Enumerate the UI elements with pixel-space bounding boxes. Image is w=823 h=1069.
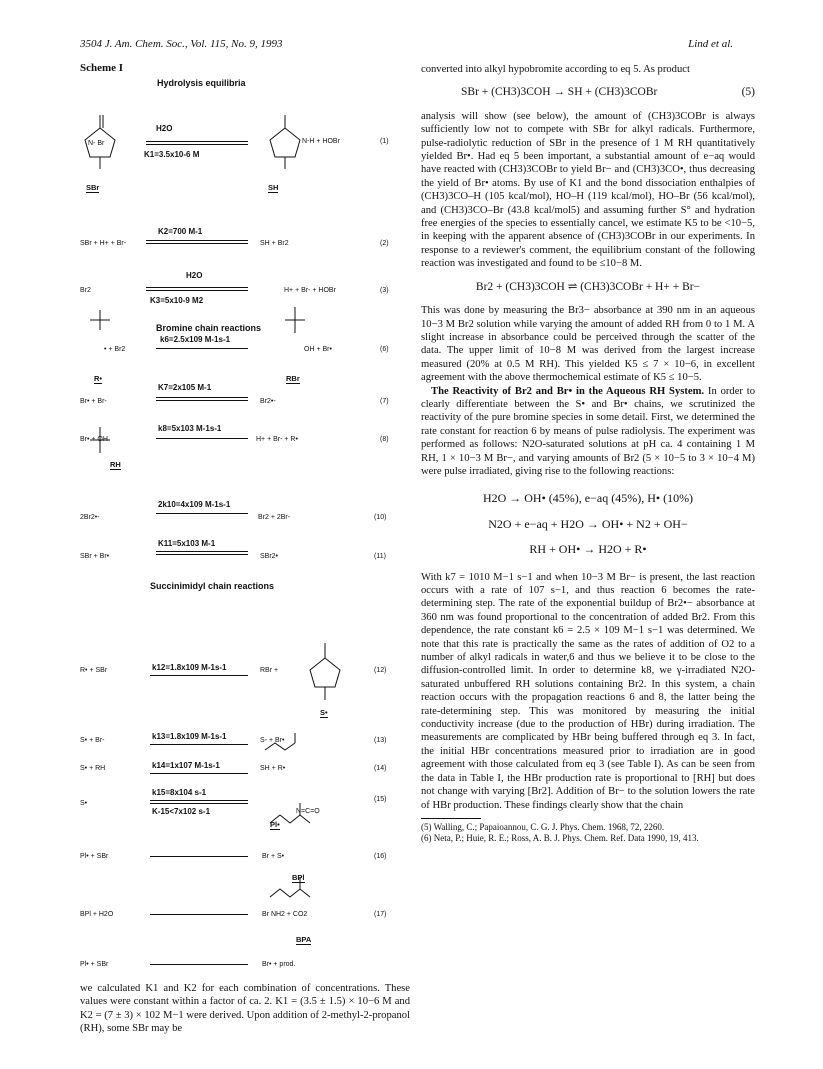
reaction-arrow	[150, 964, 248, 965]
left-column-text	[80, 982, 410, 1036]
scheme-row-2-right: SH + Br2	[260, 240, 289, 247]
scheme-title: Scheme I	[80, 62, 124, 74]
left-paragraph: we calculated K1 and K2 for each combination of concentrations. These values were constant within a factor of ca. 2. K1 = (3.5 ± 1.5) × 10−6 M and K2 = (7 ± 3) × 102 M−1 were derived. Upon addition of 2-methyl-2-propanol (RH), some SBr may be	[80, 983, 410, 1035]
scheme-row-final-right: Br• + prod.	[262, 961, 296, 968]
scheme-row-16-num: (16)	[374, 853, 387, 860]
scheme-row-1-right: N-H + HOBr	[302, 138, 340, 145]
equilibrium-arrow	[156, 397, 248, 398]
right-paragraph-4	[421, 385, 755, 479]
reaction-arrow	[150, 773, 248, 774]
reference-6: (6) Neta, P.; Huie, R. E.; Ross, A. B. J. Phys. Chem. Ref. Data 1990, 19, 413.	[421, 832, 699, 843]
scheme-row-8-num: (8)	[380, 436, 389, 443]
scheme-row-8-left: Br• + OH	[80, 436, 108, 443]
scheme-row-8-k: k8=5x103 M-1s-1	[158, 424, 222, 433]
scheme-row-13-k: k13=1.8x109 M-1s-1	[152, 732, 227, 741]
scheme-row-3-above: H2O	[186, 271, 203, 280]
scheme-row-12-num: (12)	[374, 667, 387, 674]
label-sbr: SBr	[86, 183, 100, 192]
scheme-row-14-num: (14)	[374, 765, 387, 772]
equilibrium-arrow	[146, 141, 248, 142]
equation-5	[461, 86, 755, 99]
scheme-row-14-right: SH + R•	[260, 765, 286, 772]
scheme-row-1-num: (1)	[380, 138, 389, 145]
label-sh: SH	[268, 183, 279, 192]
scheme-row-3-right: H+ + Br- + HOBr	[284, 287, 336, 294]
equation-n2o: N2O + e−aq + H2O → OH• + N2 + OH−	[488, 516, 688, 531]
scheme-row-12-left: R• + SBr	[80, 667, 108, 674]
reaction-arrow	[156, 348, 248, 349]
scheme-row-1-k: K1=3.5x10-6 M	[144, 150, 200, 159]
label-rh: RH	[110, 460, 121, 469]
right-paragraph-2: analysis will show (see below), the amount of (CH3)3COBr is always sufficiently low not to compete with SBr for alkyl radicals. Furthermore, pulse-radiolytic reduction of SBr in the presence of 1 M RH quantitatively yielded Br•. Had eq 5 been important, a substantial amount of e−aq would have reacted with (CH3)3COBr to yield Br− and (CH3)3CO•, thus decreasing the yield of Br• atoms. By use of K1 and the bond dissociation enthalpies of (CH3)3CO–H (105 kcal/mol), HO–H (119 kcal/mol), HO–Br (56 kcal/mol), and (CH3)3CO–Br (43.8 kcal/mol5) and assuming further S° and hydration free energies of the species to essentially cancel, we estimate K5 to be <10−5, in keeping with the apparent absence of (CH3)3COBr in our experiments. In response to a reviewer's comment, the equilibrium constant of the following reaction was investigated and found to be ≤10−8 M.	[421, 110, 755, 270]
right-paragraph-1: converted into alkyl hypobromite according to eq 5. As product	[421, 64, 690, 75]
scheme-row-11-left: SBr + Br•	[80, 553, 110, 560]
scheme-row-7-left: Br• + Br-	[80, 398, 107, 405]
bromine-title: Bromine chain reactions	[156, 323, 262, 333]
reaction-arrow	[150, 914, 248, 915]
section-heading: The Reactivity of Br2 and Br• in the Aqueous RH System.	[431, 385, 705, 397]
scheme-row-final-left: Pl• + SBr	[80, 961, 109, 968]
scheme-row-6-left: • + Br2	[104, 346, 126, 353]
right-column	[421, 63, 755, 844]
equilibrium-arrow	[156, 551, 248, 552]
equilibrium-arrow	[156, 554, 248, 555]
label-rbr: RBr	[286, 374, 300, 383]
scheme-row-10-right: Br2 + 2Br-	[258, 514, 291, 521]
reaction-arrow	[156, 438, 248, 439]
scheme-row-14-k: k14=1x107 M-1s-1	[152, 761, 220, 770]
reference-5: (5) Walling, C.; Papaioannou, C. G. J. Phys. Chem. 1968, 72, 2260.	[421, 821, 665, 832]
equilibrium-arrow	[146, 290, 248, 291]
reaction-arrow	[156, 513, 248, 514]
scheme-row-13-num: (13)	[374, 737, 387, 744]
succinimidyl-title: Succinimidyl chain reactions	[150, 581, 275, 591]
label-bpl: BPl	[292, 873, 305, 882]
footnote-rule	[421, 818, 481, 819]
scheme-row-15-kb: K-15<7x102 s-1	[152, 807, 211, 816]
scheme-row-7-k: K7=2x105 M-1	[158, 383, 212, 392]
equation-radiolysis: H2O → OH• (45%), e−aq (45%), H• (10%)	[482, 491, 694, 506]
scheme-row-1-left: N- Br	[88, 140, 105, 147]
scheme-row-15-right: N=C=O	[296, 808, 320, 815]
running-header-right: Lind et al.	[688, 38, 733, 50]
equilibrium-arrow	[146, 240, 248, 241]
scheme-row-7-right: Br2•-	[260, 398, 276, 405]
equilibrium-arrow	[150, 800, 248, 801]
running-header-left: 3504 J. Am. Chem. Soc., Vol. 115, No. 9, 1993	[80, 38, 283, 50]
scheme-row-10-k: 2k10=4x109 M-1s-1	[158, 500, 231, 509]
scheme-row-14-left: S• + RH	[80, 765, 106, 772]
equation-5-number: (5)	[741, 86, 755, 99]
equation-br2-alcohol: Br2 + (CH3)3COH ⇌ (CH3)3COBr + H+ + Br−	[475, 280, 701, 293]
scheme-row-13-right: S- + Br•	[260, 737, 285, 744]
equilibrium-arrow	[146, 144, 248, 145]
equilibrium-arrow	[156, 400, 248, 401]
scheme-row-6-k: k6=2.5x109 M-1s-1	[160, 335, 231, 344]
equilibrium-arrow	[146, 287, 248, 288]
scheme-row-17-left: BPl + H2O	[80, 911, 114, 918]
scheme-row-16-left: Pl• + SBr	[80, 853, 109, 860]
scheme-structures	[60, 95, 400, 985]
scheme-row-3-num: (3)	[380, 287, 389, 294]
label-r: R•	[94, 374, 103, 383]
scheme-row-10-num: (10)	[374, 514, 387, 521]
equation-rh-oh: RH + OH• → H2O + R•	[529, 542, 647, 557]
hydrolysis-title: Hydrolysis equilibria	[157, 78, 246, 88]
scheme-row-6-right: OH + Br•	[304, 346, 332, 353]
scheme-row-17-num: (17)	[374, 911, 387, 918]
right-paragraph-4-body: In order to clearly differentiate between the S• and Br• chains, we scrutinized the reactivity of the pure bromine species in some detail. First, we determined the rate constant for reaction 6 by means of pulse radiolysis. The experiment was performed as follows: N2O-saturated solutions at pH ca. 4 containing 1 M RH, 1 × 10−3 M Br−, and varying amounts of Br2 (5 × 10−5 to 3 × 10−4 M) were pulse irradiated, giving rise to the following reactions:	[421, 385, 756, 477]
equilibrium-arrow	[146, 243, 248, 244]
scheme-row-13-left: S• + Br-	[80, 737, 105, 744]
right-paragraph-5: With k7 = 1010 M−1 s−1 and when 10−3 M Br− is present, the last reaction occurs with a rate of 107 s−1, and thus reaction 6 becomes the rate-determining step. The rate of the exponential buildup of Br2•− absorbance at 360 nm was found proportional to the concentration of added Br2. From this dependence, the rate constant k6 = 2.5 × 109 M−1 s−1 was determined. We note that this rate is practically the same as the rates of addition of O2 to a number of alkyl radicals in water,6 and thus we believe it to be close to the diffusion-controlled limit. In order to determine k8, we γ-irradiated N2O-saturated unbuffered RH solutions containing Br2. In this system, a chain reaction occurs with the propagation reactions 6 and 8, the latter being the rate-determining step. This was monitored by measuring the initial conductivity increase (due to the production of HBr) during irradiation. The measurements are complicated by HBr being buffered through eq 3. In fact, the initial HBr concentrations measured prior to irradiation are in good agreement with those calculated from eq 3 (see Table I). As can be seen from the data in Table I, the HBr production rate is proportional to [RH] but does not change with varying [Br2]. Addition of Br− to the solution lowers the rate of HBr production. These findings clearly show that the chain	[421, 571, 755, 811]
scheme-row-3-k: K3=5x10-9 M2	[150, 296, 204, 305]
scheme-row-12-right: RBr +	[260, 667, 279, 674]
label-s: S•	[320, 708, 328, 717]
scheme-row-12-k: k12=1.8x109 M-1s-1	[152, 663, 227, 672]
scheme-row-11-k: K11=5x103 M-1	[158, 539, 216, 548]
scheme-row-7-num: (7)	[380, 398, 389, 405]
reaction-arrow	[150, 744, 248, 745]
reaction-arrow	[150, 856, 248, 857]
scheme-row-10-left: 2Br2•-	[80, 514, 100, 521]
scheme-row-15-num: (15)	[374, 796, 387, 803]
scheme-row-3-left: Br2	[80, 287, 91, 294]
right-paragraph-3: This was done by measuring the Br3− absorbance at 390 nm in an aqueous 10−3 M Br2 solution while varying the amount of added RH from 0 to 1 M. A slight increase in absorbance could be perceived through the scatter of the data. The upper limit of 10−8 M was derived from the largest increase measured (20% at 0.5 M RH). This yielded K5 ≤ 7 × 10−6, in excellent agreement with the above thermochemical estimate of K5 ≤ 10−5.	[421, 305, 755, 384]
scheme-row-8-right: H+ + Br- + R•	[256, 436, 298, 443]
scheme-row-11-right: SBr2•	[260, 553, 279, 560]
equation-5-text: SBr + (CH3)3COH → SH + (CH3)3COBr	[461, 86, 658, 99]
scheme-row-15-left: S•	[80, 800, 88, 807]
scheme-row-1-above: H2O	[156, 124, 173, 133]
reaction-arrow	[150, 675, 248, 676]
equilibrium-arrow	[150, 803, 248, 804]
scheme-row-2-left: SBr + H+ + Br-	[80, 240, 127, 247]
scheme-row-11-num: (11)	[374, 553, 386, 560]
scheme-row-16-right: Br + S•	[262, 853, 285, 860]
scheme-row-2-k: K2=700 M-1	[158, 227, 203, 236]
scheme-row-6-num: (6)	[380, 346, 389, 353]
label-pl: Pl•	[270, 820, 280, 829]
label-bpa: BPA	[296, 935, 312, 944]
scheme-row-15-k: k15=8x104 s-1	[152, 788, 207, 797]
scheme-row-17-right: Br NH2 + CO2	[262, 911, 308, 918]
scheme-row-2-num: (2)	[380, 240, 389, 247]
